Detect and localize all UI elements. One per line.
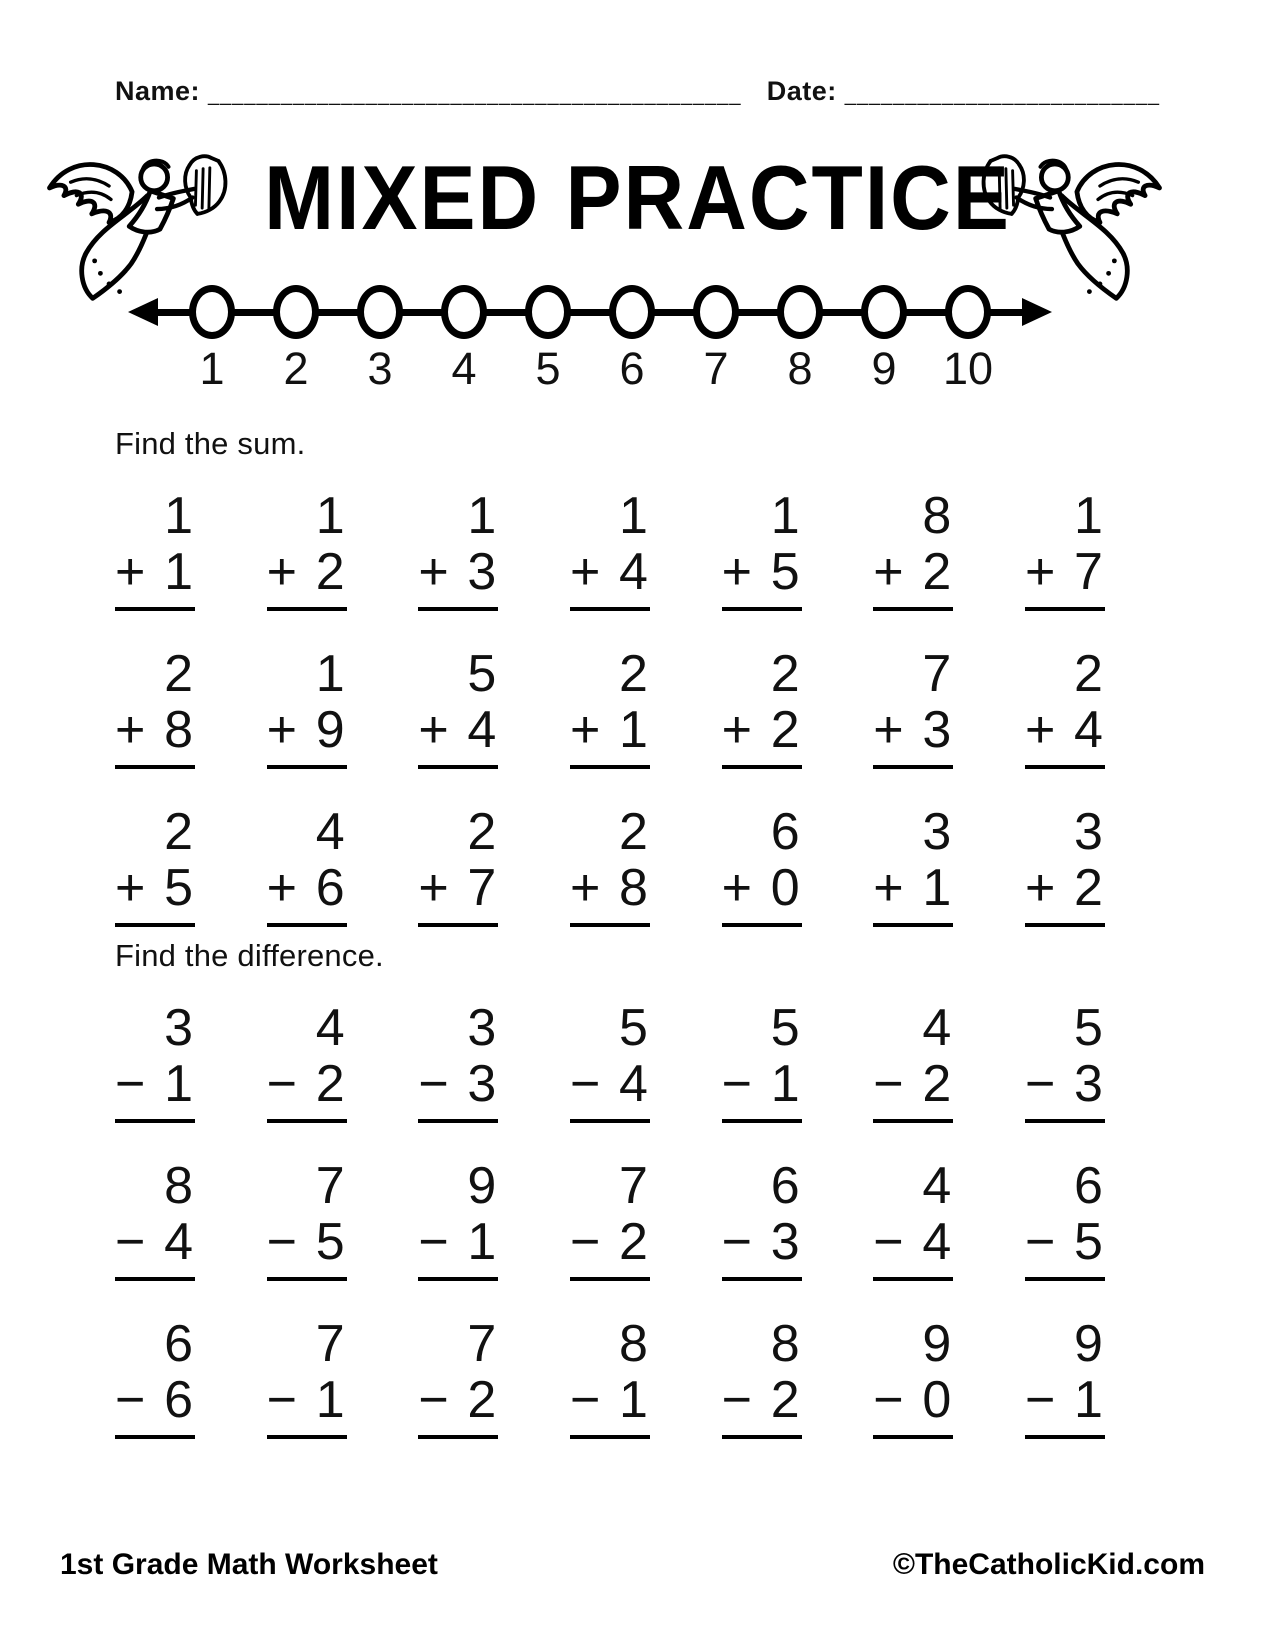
number-line — [170, 285, 1010, 394]
number-line-labels — [170, 339, 1010, 394]
answer-line — [267, 765, 347, 769]
math-problem — [721, 1157, 802, 1281]
number-line-circle — [861, 285, 907, 339]
operator-sign: − — [873, 1055, 904, 1113]
answer-line — [115, 1119, 195, 1123]
answer-line — [115, 765, 195, 769]
number-line-number: 5 — [535, 343, 561, 394]
answer-line — [115, 1277, 195, 1281]
problem-bottom-operand: 7 — [1074, 543, 1103, 601]
number-line-number: 1 — [199, 343, 225, 394]
answer-line — [418, 607, 498, 611]
problem-row — [115, 999, 1105, 1123]
answer-line — [570, 1119, 650, 1123]
number-line-station — [926, 285, 1010, 339]
math-problem — [115, 1315, 195, 1439]
operator-sign: + — [266, 543, 298, 601]
math-problem — [569, 487, 650, 611]
operator-sign: − — [873, 1213, 904, 1271]
number-line-number: 2 — [283, 343, 309, 394]
page-title: MIXED PRACTICE — [264, 147, 1011, 249]
math-problem — [721, 1315, 802, 1439]
operator-sign: + — [418, 543, 449, 601]
problem-top-operand: 1 — [164, 487, 193, 545]
problem-bottom-operand: 4 — [467, 701, 497, 759]
answer-line — [418, 923, 498, 927]
problem-top-operand: 2 — [619, 645, 648, 703]
problem-bottom-operand: 1 — [770, 1055, 800, 1113]
title-band — [0, 138, 1275, 308]
math-problem — [569, 645, 650, 769]
number-line-station — [170, 285, 254, 339]
problem-bottom-operand: 1 — [164, 1055, 193, 1113]
answer-line — [570, 1277, 650, 1281]
date-label: Date: — [766, 76, 837, 106]
math-problem — [266, 1157, 347, 1281]
number-line-number: 4 — [451, 343, 477, 394]
problem-bottom-operand: 5 — [770, 543, 800, 601]
difference-rows — [115, 999, 1105, 1439]
math-problem — [569, 803, 650, 927]
answer-line — [873, 765, 953, 769]
answer-line — [873, 1119, 953, 1123]
answer-line — [722, 1119, 802, 1123]
number-line-station-label — [422, 339, 506, 394]
math-problem — [873, 803, 953, 927]
operator-sign: − — [873, 1371, 904, 1429]
operator-sign: − — [1024, 1055, 1056, 1113]
answer-line — [1025, 1435, 1105, 1439]
number-line-station — [674, 285, 758, 339]
answer-line — [418, 1119, 498, 1123]
problem-bottom-operand: 9 — [315, 701, 345, 759]
problem-top-operand: 1 — [315, 645, 345, 703]
header — [115, 76, 1160, 107]
problem-top-operand: 2 — [619, 803, 648, 861]
problem-bottom-operand: 0 — [922, 1371, 952, 1429]
problem-bottom-operand: 1 — [467, 1213, 497, 1271]
problem-bottom-operand: 1 — [164, 543, 193, 601]
math-problem — [721, 645, 802, 769]
answer-line — [418, 1277, 498, 1281]
problem-bottom-operand: 1 — [1074, 1371, 1103, 1429]
answer-line — [115, 607, 195, 611]
number-line-number: 7 — [703, 343, 729, 394]
answer-line — [418, 1435, 498, 1439]
problem-top-operand: 7 — [619, 1157, 648, 1215]
problem-top-operand: 2 — [164, 645, 193, 703]
problem-row — [115, 1157, 1105, 1281]
problem-bottom-operand: 1 — [619, 701, 648, 759]
math-problem — [115, 999, 195, 1123]
problem-top-operand: 3 — [1074, 803, 1103, 861]
operator-sign: − — [569, 1371, 601, 1429]
operator-sign: − — [418, 1371, 449, 1429]
math-problem — [1024, 1315, 1105, 1439]
number-line-circle — [441, 285, 487, 339]
answer-line — [570, 607, 650, 611]
operator-sign: − — [115, 1371, 146, 1429]
problem-top-operand: 9 — [467, 1157, 497, 1215]
number-line-circle — [357, 285, 403, 339]
math-problem — [1024, 1157, 1105, 1281]
operator-sign: − — [1024, 1371, 1056, 1429]
problem-bottom-operand: 2 — [922, 1055, 952, 1113]
math-problem — [873, 487, 953, 611]
math-problem — [1024, 999, 1105, 1123]
date-blank-line: __________________________ — [844, 84, 1160, 106]
problem-bottom-operand: 2 — [770, 701, 800, 759]
answer-line — [1025, 1119, 1105, 1123]
operator-sign: + — [115, 543, 146, 601]
problem-bottom-operand: 6 — [315, 859, 345, 917]
problem-row — [115, 487, 1105, 611]
math-problem — [873, 1157, 953, 1281]
footer-right-text: ©TheCatholicKid.com — [892, 1548, 1205, 1581]
number-line-station — [842, 285, 926, 339]
number-line-number: 3 — [367, 343, 393, 394]
problem-bottom-operand: 2 — [315, 1055, 345, 1113]
problem-top-operand: 2 — [164, 803, 193, 861]
operator-sign: + — [418, 701, 449, 759]
number-line-circle — [693, 285, 739, 339]
number-line-station-label — [170, 339, 254, 394]
number-line-station-label — [338, 339, 422, 394]
problem-top-operand: 2 — [467, 803, 497, 861]
number-line-station-label — [926, 339, 1010, 394]
answer-line — [267, 1277, 347, 1281]
math-problem — [115, 487, 195, 611]
problem-bottom-operand: 3 — [1074, 1055, 1103, 1113]
difference-section — [115, 938, 1105, 1476]
problem-bottom-operand: 8 — [164, 701, 193, 759]
answer-line — [418, 765, 498, 769]
problem-bottom-operand: 2 — [1074, 859, 1103, 917]
problem-bottom-operand: 2 — [619, 1213, 648, 1271]
problem-bottom-operand: 2 — [315, 543, 345, 601]
operator-sign: − — [721, 1371, 752, 1429]
math-problem — [266, 645, 347, 769]
number-line-station — [506, 285, 590, 339]
answer-line — [570, 923, 650, 927]
problem-top-operand: 1 — [467, 487, 497, 545]
number-line-station-label — [842, 339, 926, 394]
problem-top-operand: 8 — [770, 1315, 800, 1373]
problem-bottom-operand: 3 — [770, 1213, 800, 1271]
math-problem — [569, 1157, 650, 1281]
problem-top-operand: 6 — [1074, 1157, 1103, 1215]
date-field — [767, 76, 1160, 107]
operator-sign: + — [569, 543, 601, 601]
problem-bottom-operand: 5 — [315, 1213, 345, 1271]
answer-line — [267, 1119, 347, 1123]
answer-line — [873, 607, 953, 611]
problem-bottom-operand: 1 — [315, 1371, 345, 1429]
math-problem — [266, 1315, 347, 1439]
operator-sign: + — [569, 701, 601, 759]
problem-bottom-operand: 2 — [922, 543, 952, 601]
angel-harp-icon — [977, 138, 1173, 306]
problem-top-operand: 8 — [164, 1157, 193, 1215]
footer — [60, 1548, 1205, 1582]
name-label: Name: — [115, 76, 201, 106]
number-line-station — [338, 285, 422, 339]
answer-line — [115, 923, 195, 927]
math-problem — [418, 487, 498, 611]
difference-instruction: Find the difference. — [115, 938, 384, 973]
operator-sign: − — [569, 1055, 601, 1113]
problem-top-operand: 7 — [922, 645, 952, 703]
operator-sign: + — [1024, 859, 1056, 917]
number-line-number: 10 — [942, 343, 994, 394]
problem-top-operand: 2 — [770, 645, 800, 703]
math-problem — [115, 803, 195, 927]
math-problem — [721, 999, 802, 1123]
problem-bottom-operand: 5 — [164, 859, 193, 917]
problem-top-operand: 4 — [922, 999, 952, 1057]
problem-bottom-operand: 5 — [1074, 1213, 1103, 1271]
operator-sign: − — [266, 1371, 298, 1429]
math-problem — [266, 487, 347, 611]
number-line-station — [590, 285, 674, 339]
math-problem — [873, 645, 953, 769]
number-line-circle — [189, 285, 235, 339]
problem-bottom-operand: 2 — [770, 1371, 800, 1429]
operator-sign: + — [115, 859, 146, 917]
math-problem — [115, 645, 195, 769]
operator-sign: − — [1024, 1213, 1056, 1271]
sum-rows — [115, 487, 1105, 927]
problem-top-operand: 5 — [467, 645, 497, 703]
problem-bottom-operand: 1 — [619, 1371, 648, 1429]
problem-top-operand: 1 — [619, 487, 648, 545]
math-problem — [1024, 487, 1105, 611]
answer-line — [873, 1277, 953, 1281]
answer-line — [722, 1435, 802, 1439]
operator-sign: − — [418, 1213, 449, 1271]
problem-bottom-operand: 3 — [922, 701, 952, 759]
problem-bottom-operand: 4 — [164, 1213, 193, 1271]
math-problem — [418, 803, 498, 927]
answer-line — [722, 765, 802, 769]
number-line-number: 9 — [871, 343, 897, 394]
problem-bottom-operand: 4 — [619, 543, 648, 601]
answer-line — [722, 923, 802, 927]
problem-top-operand: 7 — [467, 1315, 497, 1373]
operator-sign: + — [115, 701, 146, 759]
problem-top-operand: 9 — [1074, 1315, 1103, 1373]
problem-top-operand: 7 — [315, 1157, 345, 1215]
number-line-track — [170, 285, 1010, 339]
operator-sign: + — [266, 701, 298, 759]
operator-sign: + — [1024, 543, 1056, 601]
operator-sign: + — [569, 859, 601, 917]
problem-top-operand: 9 — [922, 1315, 952, 1373]
problem-top-operand: 1 — [1074, 487, 1103, 545]
number-line-station-label — [506, 339, 590, 394]
number-line-circles — [170, 285, 1010, 339]
math-problem — [418, 1315, 498, 1439]
problem-top-operand: 7 — [315, 1315, 345, 1373]
answer-line — [1025, 765, 1105, 769]
answer-line — [873, 1435, 953, 1439]
operator-sign: − — [721, 1213, 752, 1271]
problem-bottom-operand: 4 — [1074, 701, 1103, 759]
operator-sign: − — [266, 1055, 298, 1113]
math-problem — [721, 803, 802, 927]
problem-top-operand: 6 — [770, 803, 800, 861]
operator-sign: − — [115, 1213, 146, 1271]
answer-line — [267, 923, 347, 927]
problem-bottom-operand: 6 — [164, 1371, 193, 1429]
number-line-number: 6 — [619, 343, 645, 394]
math-problem — [418, 999, 498, 1123]
footer-left-text: 1st Grade Math Worksheet — [60, 1548, 438, 1581]
number-line-circle — [609, 285, 655, 339]
problem-bottom-operand: 4 — [619, 1055, 648, 1113]
sum-section — [115, 426, 1105, 964]
math-problem — [569, 999, 650, 1123]
problem-top-operand: 6 — [164, 1315, 193, 1373]
math-problem — [1024, 645, 1105, 769]
problem-top-operand: 5 — [770, 999, 800, 1057]
operator-sign: − — [266, 1213, 298, 1271]
operator-sign: + — [266, 859, 298, 917]
problem-bottom-operand: 3 — [467, 543, 497, 601]
answer-line — [267, 1435, 347, 1439]
problem-row — [115, 1315, 1105, 1439]
problem-row — [115, 803, 1105, 927]
problem-top-operand: 4 — [315, 803, 345, 861]
problem-top-operand: 3 — [922, 803, 952, 861]
number-line-station — [254, 285, 338, 339]
problem-top-operand: 3 — [467, 999, 497, 1057]
problem-top-operand: 5 — [1074, 999, 1103, 1057]
math-problem — [115, 1157, 195, 1281]
answer-line — [115, 1435, 195, 1439]
problem-top-operand: 8 — [922, 487, 952, 545]
operator-sign: − — [721, 1055, 752, 1113]
answer-line — [722, 607, 802, 611]
problem-top-operand: 8 — [619, 1315, 648, 1373]
operator-sign: + — [873, 859, 904, 917]
number-line-circle — [777, 285, 823, 339]
number-line-station-label — [674, 339, 758, 394]
answer-line — [722, 1277, 802, 1281]
operator-sign: − — [418, 1055, 449, 1113]
answer-line — [267, 607, 347, 611]
math-problem — [873, 1315, 953, 1439]
operator-sign: + — [1024, 701, 1056, 759]
number-line-circle — [273, 285, 319, 339]
name-blank-line: ____________________________________________ — [208, 84, 742, 106]
operator-sign: + — [721, 543, 752, 601]
math-problem — [418, 1157, 498, 1281]
number-line-station — [758, 285, 842, 339]
problem-top-operand: 4 — [315, 999, 345, 1057]
math-problem — [721, 487, 802, 611]
operator-sign: − — [115, 1055, 146, 1113]
math-problem — [418, 645, 498, 769]
number-line-station-label — [590, 339, 674, 394]
problem-top-operand: 4 — [922, 1157, 952, 1215]
problem-top-operand: 5 — [619, 999, 648, 1057]
math-problem — [266, 999, 347, 1123]
answer-line — [873, 923, 953, 927]
problem-top-operand: 1 — [770, 487, 800, 545]
problem-bottom-operand: 2 — [467, 1371, 497, 1429]
operator-sign: + — [721, 859, 752, 917]
answer-line — [1025, 923, 1105, 927]
math-problem — [266, 803, 347, 927]
problem-bottom-operand: 7 — [467, 859, 497, 917]
problem-top-operand: 6 — [770, 1157, 800, 1215]
operator-sign: + — [418, 859, 449, 917]
math-problem — [873, 999, 953, 1123]
math-problem — [1024, 803, 1105, 927]
problem-top-operand: 1 — [315, 487, 345, 545]
problem-bottom-operand: 3 — [467, 1055, 497, 1113]
math-problem — [569, 1315, 650, 1439]
answer-line — [1025, 607, 1105, 611]
number-line-left-arrow-icon — [128, 298, 158, 326]
problem-bottom-operand: 4 — [922, 1213, 952, 1271]
name-field — [115, 76, 741, 107]
number-line-circle — [945, 285, 991, 339]
problem-bottom-operand: 0 — [770, 859, 800, 917]
answer-line — [570, 1435, 650, 1439]
operator-sign: + — [721, 701, 752, 759]
problem-top-operand: 3 — [164, 999, 193, 1057]
number-line-station-label — [758, 339, 842, 394]
sum-instruction: Find the sum. — [115, 426, 306, 461]
problem-bottom-operand: 8 — [619, 859, 648, 917]
operator-sign: + — [873, 543, 904, 601]
number-line-number: 8 — [787, 343, 813, 394]
problem-row — [115, 645, 1105, 769]
answer-line — [570, 765, 650, 769]
operator-sign: − — [569, 1213, 601, 1271]
number-line-station-label — [254, 339, 338, 394]
problem-bottom-operand: 1 — [922, 859, 952, 917]
number-line-station — [422, 285, 506, 339]
number-line-right-arrow-icon — [1022, 298, 1052, 326]
problem-top-operand: 2 — [1074, 645, 1103, 703]
number-line-circle — [525, 285, 571, 339]
operator-sign: + — [873, 701, 904, 759]
answer-line — [1025, 1277, 1105, 1281]
